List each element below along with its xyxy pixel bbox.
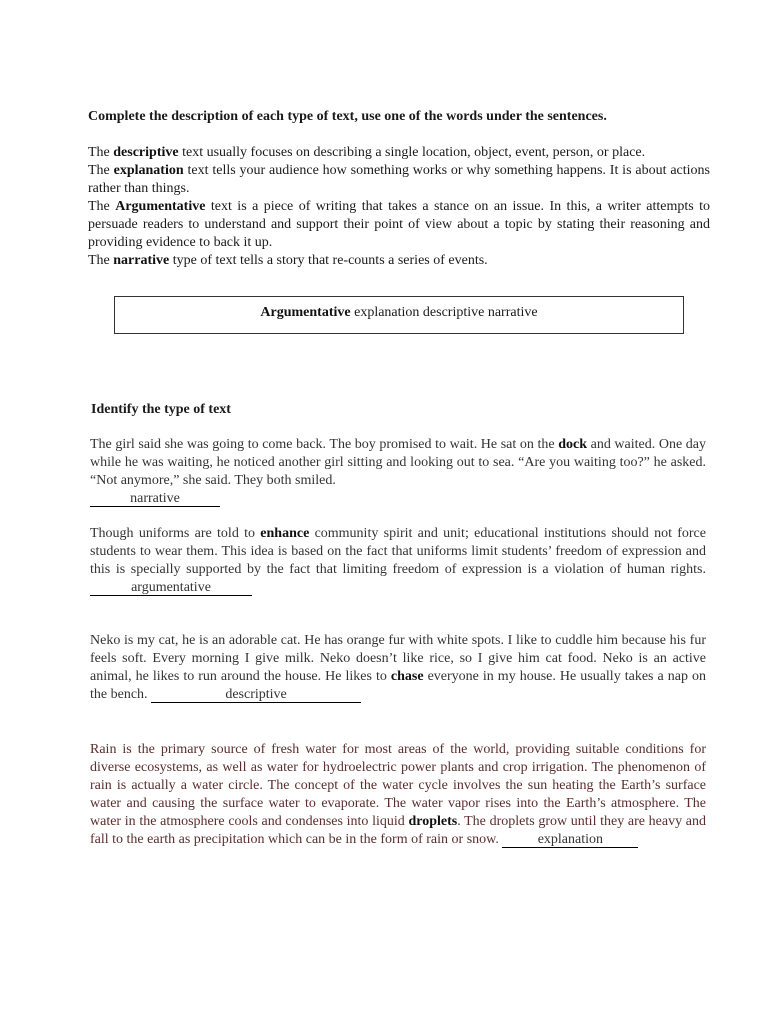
definition-text: The	[88, 199, 116, 214]
word-bank-box	[114, 296, 684, 334]
answer-blank-2[interactable]: argumentative	[90, 580, 252, 596]
definition-text: The	[88, 163, 114, 178]
exercise-text: Though uniforms are told to	[90, 526, 261, 541]
definition-narrative	[88, 252, 710, 270]
answer-blank-4[interactable]: explanation	[502, 832, 638, 848]
answer-blank-1[interactable]: narrative	[90, 491, 220, 507]
definition-argumentative	[88, 198, 710, 252]
exercise-keyword: chase	[390, 669, 424, 684]
exercise-text: everyone in my house. He usually takes a nap on the bench.	[90, 669, 706, 702]
definition-text: text tells your audience how something works or why something happens. It is about actions rather than things.	[88, 163, 710, 196]
definition-term: explanation	[113, 163, 184, 178]
exercise-text: and waited. One day while he was waiting, he noticed another girl sitting and looking out to sea. “Are you waiting too?” he asked. “Not anymore,” she said. They both smiled.	[90, 437, 706, 488]
exercise-keyword: droplets	[408, 814, 458, 829]
exercise-1	[90, 436, 706, 508]
definition-descriptive	[88, 144, 710, 162]
exercise-keyword: dock	[558, 437, 587, 452]
exercise-text: . The droplets grow until they are heavy and fall to the earth as precipitation which can be in the form of rain or snow.	[90, 814, 706, 847]
exercise-3	[90, 632, 706, 704]
word-bank-words: explanation descriptive narrative	[350, 305, 538, 320]
word-bank-bold-word: Argumentative	[260, 305, 351, 320]
exercise-text: The girl said she was going to come back. The boy promised to wait. He sat on the	[90, 437, 559, 452]
definition-explanation	[88, 162, 710, 198]
section-title: Identify the type of text	[91, 402, 231, 417]
exercise-2	[90, 525, 706, 597]
definition-term: narrative	[113, 253, 170, 268]
definition-text: text usually focuses on describing a single location, object, event, person, or place.	[178, 145, 646, 160]
definition-text: text is a piece of writing that takes a stance on an issue. In this, a writer attempts to persuade readers to understand and support their point of view about a topic by stating their reasoning and providing evidence to back it up.	[88, 199, 711, 250]
exercise-keyword: enhance	[260, 526, 310, 541]
definition-text: type of text tells a story that re-counts a series of events.	[169, 253, 488, 268]
exercise-text: community spirit and unit; educational institutions should not force students to wear them. This idea is based on the fact that uniforms limit students’ freedom of expression and this is specially supported by the fact that limiting freedom of expression is a violation of human rights.	[90, 526, 706, 577]
definitions-block	[88, 144, 710, 270]
exercise-text: Neko is my cat, he is an adorable cat. He has orange fur with white spots. I like to cuddle him because his fur feels soft. Every morning I give milk. Neko doesn’t like rice, so I give him cat food. Neko is an active animal, he likes to run around the house. He likes to	[90, 633, 706, 684]
exercise-text: Rain is the primary source of fresh water for most areas of the world, providing suitable conditions for diverse ecosystems, as well as water for hydroelectric power plants and crop irrigation. The phenomenon of rain is actually a water circle. The concept of the water cycle involves the sun heating the Earth’s surface water and causing the surface water to evaporate. The water vapor rises into the Earth’s atmosphere. The water in the atmosphere cools and condenses into liquid	[90, 742, 706, 829]
answer-blank-3[interactable]: descriptive	[151, 687, 361, 703]
exercise-4	[90, 741, 706, 849]
definition-text: The	[88, 253, 114, 268]
definition-term: Argumentative	[115, 199, 206, 214]
definition-text: The	[88, 145, 114, 160]
definition-term: descriptive	[113, 145, 179, 160]
instruction-heading: Complete the description of each type of text, use one of the words under the sentences.	[88, 109, 607, 124]
